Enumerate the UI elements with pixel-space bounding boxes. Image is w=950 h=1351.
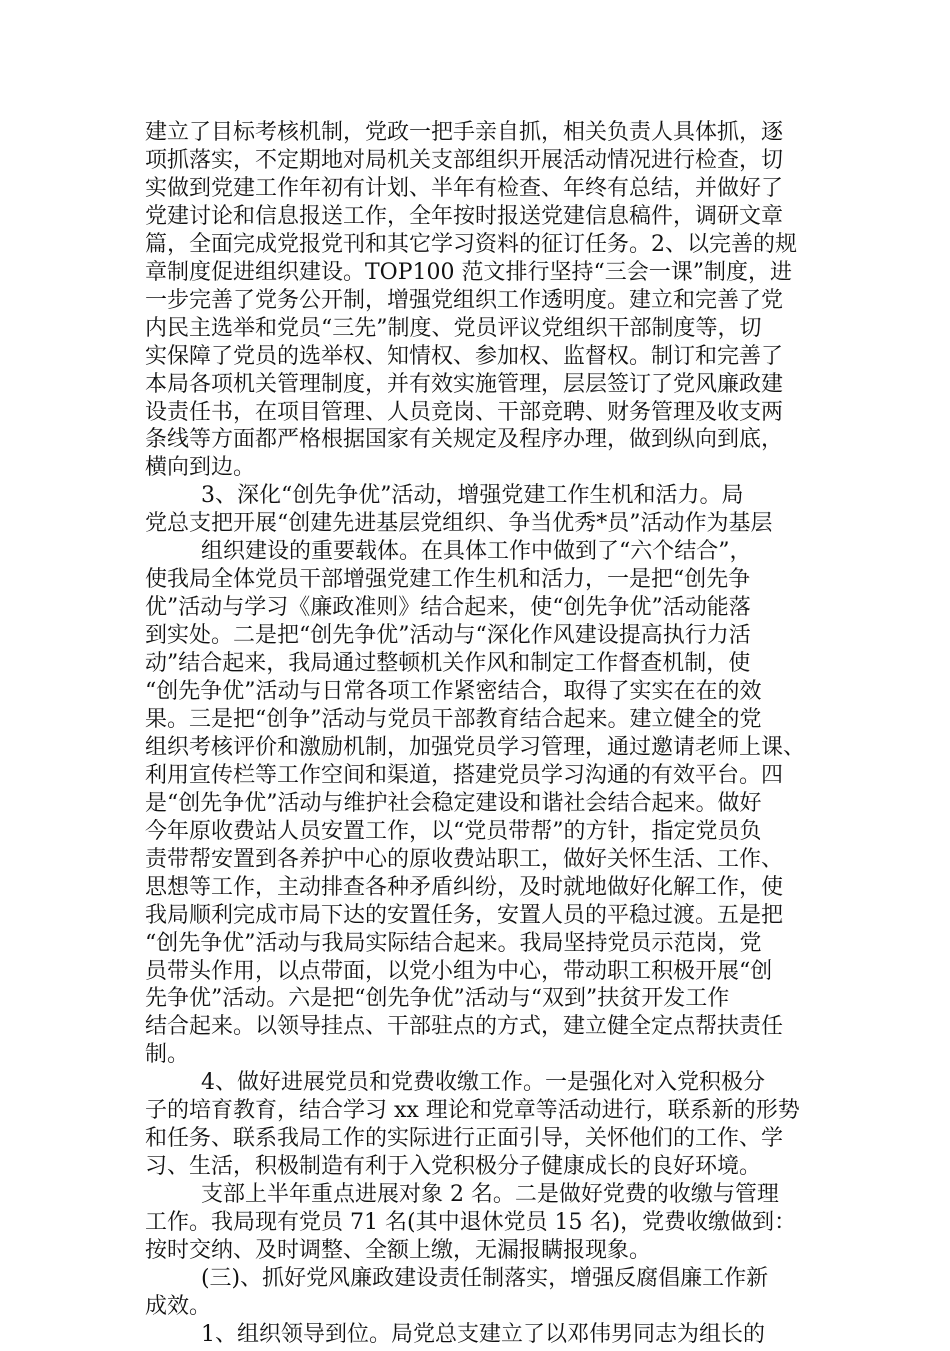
text-line: 建立了目标考核机制，党政一把手亲自抓，相关负责人具体抓，逐 [145,120,784,145]
text-line: 实做到党建工作年初有计划、半年有检查、年终有总结，并做好了 [145,175,784,201]
text-line: 先争优”活动。六是把“创先争优”活动与“双到”扶贫开发工作 [145,986,730,1012]
text-line: 党总支把开展“创建先进基层党组织、争当优秀*员”活动作为基层 [145,511,773,537]
text-line: 子的培育教育，结合学习 xx 理论和党章等活动进行，联系新的形势 [145,1098,800,1124]
text-line: 我局顺利完成市局下达的安置任务，安置人员的平稳过渡。五是把 [145,902,784,928]
text-line: 结合起来。以领导挂点、干部驻点的方式，建立健全定点帮扶责任 [145,1014,784,1040]
text-line: 1、组织领导到位。局党总支建立了以邓伟男同志为组长的 [145,1321,765,1347]
text-line: 党建讨论和信息报送工作，全年按时报送党建信息稿件，调研文章 [145,203,784,229]
text-line: 本局各项机关管理制度，并有效实施管理，层层签订了党风廉政建 [145,371,784,397]
text-line: 内民主选举和党员“三先”制度、党员评议党组织干部制度等，切 [145,315,762,341]
text-line: 责带帮安置到各养护中心的原收费站职工，做好关怀生活、工作、 [145,846,784,872]
text-line: 和任务、联系我局工作的实际进行正面引导，关怀他们的工作、学 [145,1126,784,1152]
text-line: 是“创先争优”活动与维护社会稳定建设和谐社会结合起来。做好 [145,790,762,816]
text-line: 章制度促进组织建设。TOP100 范文排行坚持“三会一课”制度，进 [145,259,792,285]
text-line: 实保障了党员的选举权、知情权、参加权、监督权。制订和完善了 [145,343,784,369]
text-line: 思想等工作，主动排查各种矛盾纠纷，及时就地做好化解工作，使 [145,874,784,900]
text-line: 组织建设的重要载体。在具体工作中做到了“六个结合”， [145,539,752,565]
text-line: 组织考核评价和激励机制，加强党员学习管理，通过邀请老师上课、 [145,734,806,760]
text-line: 设责任书，在项目管理、人员竞岗、干部竞聘、财务管理及收支两 [145,399,784,425]
text-line: 员带头作用，以点带面，以党小组为中心，带动职工积极开展“创 [145,958,773,984]
text-line: 到实处。二是把“创先争优”活动与“深化作风建设提高执行力活 [145,623,751,649]
text-line: 按时交纳、及时调整、全额上缴，无漏报瞒报现象。 [145,1238,652,1263]
text-line: 动”结合起来，我局通过整顿机关作风和制定工作督查机制，使 [145,651,751,677]
text-line: “创先争优”活动与我局实际结合起来。我局坚持党员示范岗，党 [145,930,762,956]
text-line: 今年原收费站人员安置工作，以“党员带帮”的方针，指定党员负 [145,818,762,844]
text-line: 成效。 [145,1293,212,1319]
text-line: 条线等方面都严格根据国家有关规定及程序办理，做到纵向到底， [145,427,784,453]
text-line: 横向到边。 [145,455,256,481]
text-line: 支部上半年重点进展对象 2 名。二是做好党费的收缴与管理 [145,1182,779,1208]
text-line: 篇，全面完成党报党刊和其它学习资料的征订任务。2、以完善的规 [145,231,797,257]
text-line: 3、深化“创先争优”活动，增强党建工作生机和活力。局 [145,483,744,509]
text-line: 优”活动与学习《廉政准则》结合起来，使“创先争优”活动能落 [145,595,751,621]
text-line: 使我局全体党员干部增强党建工作生机和活力，一是把“创先争 [145,567,751,593]
text-line: “创先争优”活动与日常各项工作紧密结合，取得了实实在在的效 [145,679,762,704]
text-line: 利用宣传栏等工作空间和渠道，搭建党员学习沟通的有效平台。四 [145,762,784,788]
text-line: 习、生活，积极制造有利于入党积极分子健康成长的良好环境。 [145,1154,762,1180]
text-line: 果。三是把“创争”活动与党员干部教育结合起来。建立健全的党 [145,706,762,732]
text-line: (三)、抓好党风廉政建设责任制落实，增强反腐倡廉工作新 [145,1265,769,1291]
text-line: 工作。我局现有党员 71 名(其中退休党员 15 名)，党费收缴做到： [145,1210,797,1236]
text-line: 制。 [145,1042,190,1068]
text-line: 一步完善了党务公开制，增强党组织工作透明度。建立和完善了党 [145,287,784,313]
text-line: 项抓落实，不定期地对局机关支部组织开展活动情况进行检查，切 [145,147,784,173]
text-line: 4、做好进展党员和党费收缴工作。一是强化对入党积极分 [145,1070,765,1096]
